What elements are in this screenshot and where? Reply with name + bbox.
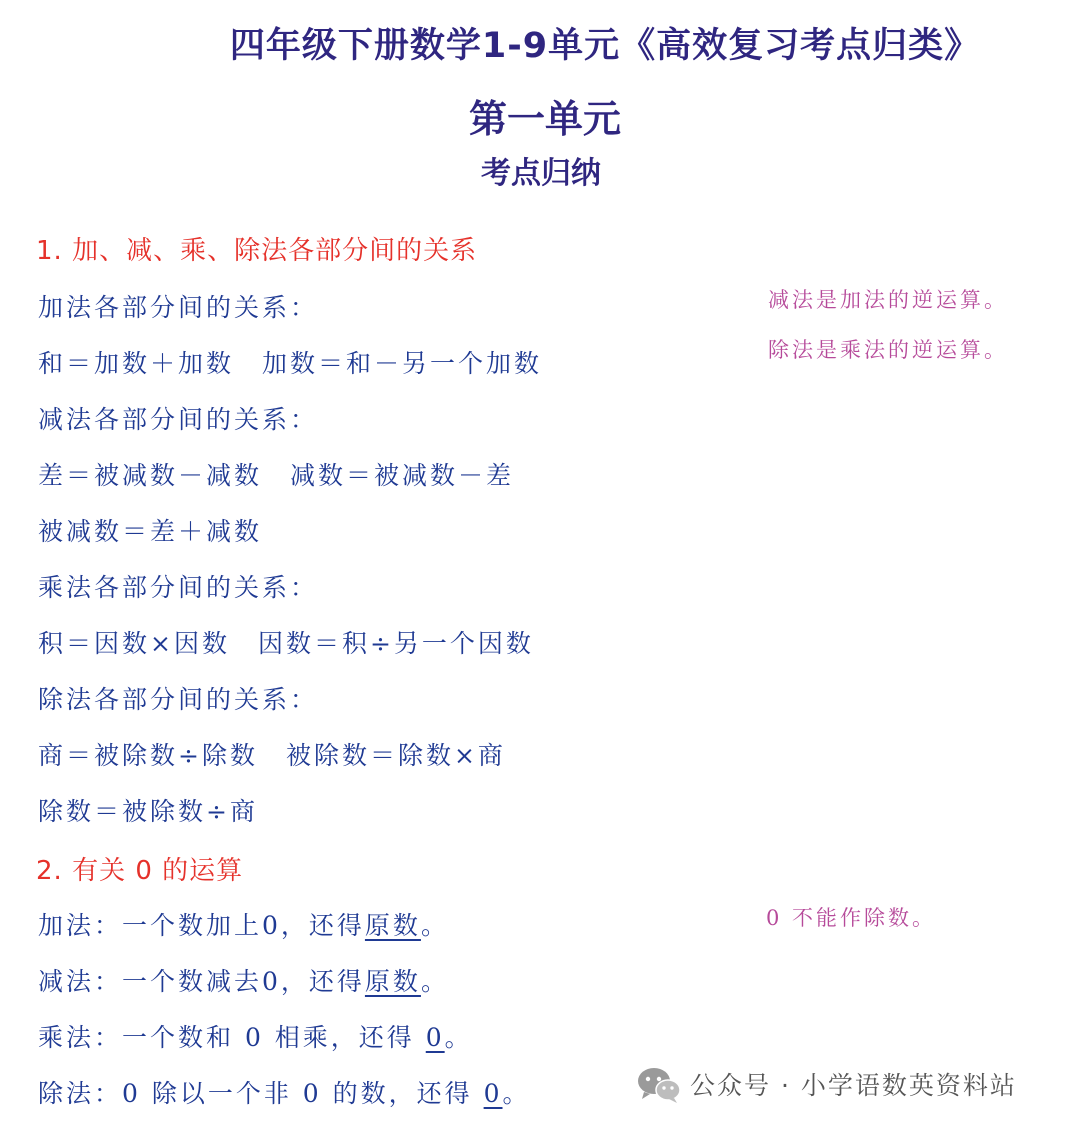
rule-text: 乘法：一个数和 0 相乘，还得 xyxy=(38,1023,426,1052)
rule-text: 除法：0 除以一个非 0 的数，还得 xyxy=(38,1079,484,1108)
relation-line: 乘法各部分间的关系： xyxy=(38,573,319,602)
rule-end: 。 xyxy=(420,911,449,940)
side-note: 除法是乘法的逆运算。 xyxy=(768,338,1008,362)
zero-rule-line xyxy=(38,1074,531,1110)
rule-end: 。 xyxy=(444,1023,473,1052)
wechat-icon xyxy=(636,1064,682,1104)
relation-line: 减法各部分间的关系： xyxy=(38,405,319,434)
relation-line: 除法各部分间的关系： xyxy=(38,685,319,714)
relation-line: 加法各部分间的关系： xyxy=(38,293,319,322)
side-note: 0 不能作除数。 xyxy=(766,906,937,930)
relation-line: 和＝加数＋加数 加数＝和－另一个加数 xyxy=(38,349,543,378)
page-title: 四年级下册数学1-9单元《高效复习考点归类》 xyxy=(229,26,981,66)
relation-line: 差＝被减数－减数 减数＝被减数－差 xyxy=(38,461,515,490)
relation-line: 商＝被除数÷除数 被除数＝除数×商 xyxy=(38,741,506,770)
rule-end: 。 xyxy=(502,1079,531,1108)
section1-heading: 1. 加、减、乘、除法各部分间的关系 xyxy=(36,236,478,266)
side-note: 减法是加法的逆运算。 xyxy=(768,288,1008,312)
section2-heading: 2. 有关 0 的运算 xyxy=(36,856,244,886)
zero-rule-line xyxy=(38,906,449,942)
unit-subtitle: 考点归纳 xyxy=(481,156,601,191)
answer-blank: 0 xyxy=(483,1079,503,1108)
rule-end: 。 xyxy=(420,967,449,996)
relation-line: 除数＝被除数÷商 xyxy=(38,797,258,826)
answer-blank: 0 xyxy=(425,1023,445,1052)
rule-text: 减法：一个数减去0，还得 xyxy=(38,967,365,996)
watermark-text: 公众号 · 小学语数英资料站 xyxy=(690,1071,1017,1100)
unit-title: 第一单元 xyxy=(468,97,621,141)
answer-blank: 原数 xyxy=(364,911,421,940)
zero-rule-line xyxy=(38,1018,473,1054)
rule-text: 加法：一个数加上0，还得 xyxy=(38,911,365,940)
relation-line: 被减数＝差＋减数 xyxy=(38,517,263,546)
watermark xyxy=(636,1064,1017,1104)
zero-rule-line xyxy=(38,962,449,998)
answer-blank: 原数 xyxy=(364,967,421,996)
relation-line: 积＝因数×因数 因数＝积÷另一个因数 xyxy=(38,629,534,658)
